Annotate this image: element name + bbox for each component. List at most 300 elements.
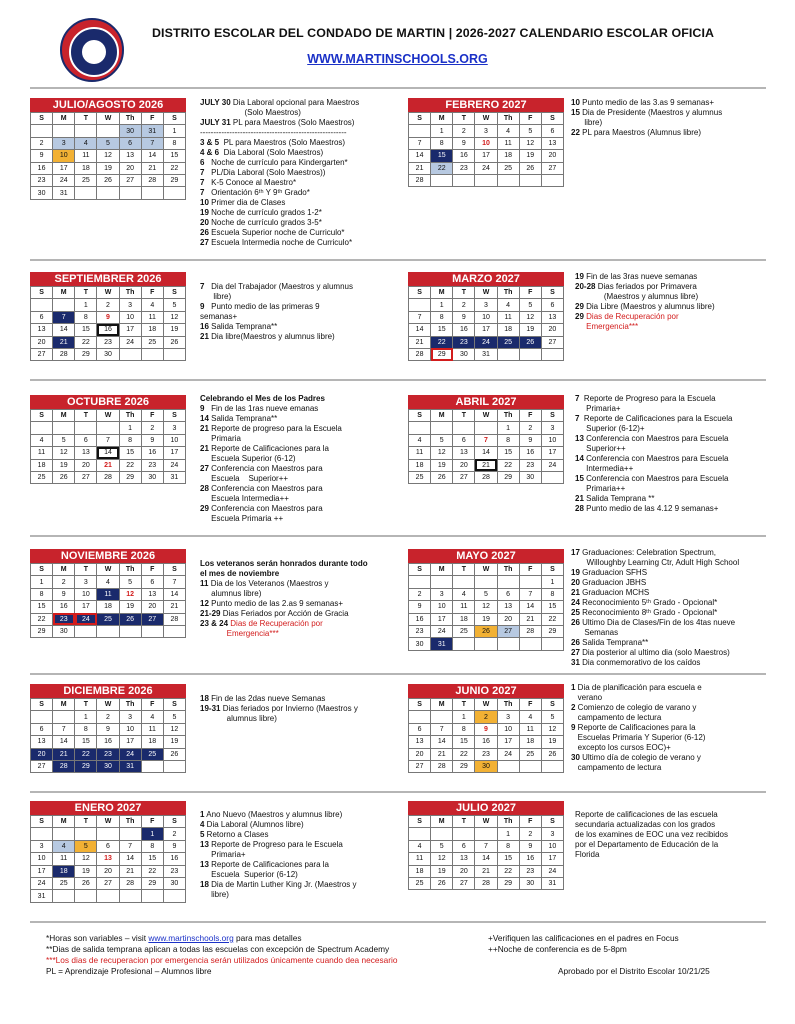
day-cell: 31 — [141, 125, 163, 137]
weekday-header-row — [31, 816, 186, 828]
day-cell: 8 — [75, 311, 97, 323]
day-cell: 3 — [163, 422, 185, 434]
note-line: 18 Fin de las 2das nueve Semanas — [200, 694, 326, 703]
day-cell: 17 — [541, 853, 563, 865]
month-calendar — [30, 395, 186, 484]
day-cell: 9 — [141, 434, 163, 446]
note-line: Escuela Superior++ — [200, 474, 289, 483]
month-grid — [408, 698, 564, 773]
day-cell: 16 — [453, 324, 475, 336]
day-cell: 5 — [163, 711, 185, 723]
day-cell: 13 — [141, 588, 163, 600]
day-cell: 22 — [141, 865, 163, 877]
note-line: 19-31 Dias feriados por Invierno (Maestros y — [200, 704, 358, 713]
day-cell: 6 — [497, 588, 519, 600]
day-cell: 16 — [31, 162, 53, 174]
day-cell: 24 — [475, 162, 497, 174]
day-cell — [141, 348, 163, 360]
day-cell: 24 — [75, 613, 97, 625]
note-line: 11 Dia de los Veteranos (Maestros y — [200, 579, 329, 588]
weekday-label: S — [541, 564, 563, 576]
day-cell: 1 — [497, 422, 519, 434]
week-row — [31, 840, 186, 852]
weekday-label: M — [431, 816, 453, 828]
day-cell: 28 — [409, 174, 431, 186]
day-cell: 5 — [475, 588, 497, 600]
day-cell: 14 — [53, 736, 75, 748]
weekday-label: F — [519, 699, 541, 711]
note-line: 19 Graduacion SFHS — [571, 568, 648, 577]
day-cell: 25 — [497, 336, 519, 348]
day-cell: 26 — [475, 625, 497, 637]
note-line: 18 Dia de Martin Luther King Jr. (Maestros y — [200, 880, 357, 889]
day-cell: 10 — [541, 840, 563, 852]
day-cell: 31 — [163, 471, 185, 483]
day-cell: 7 — [53, 311, 75, 323]
weekday-label: S — [31, 699, 53, 711]
day-cell: 1 — [31, 576, 53, 588]
note-line: 29 Dia Libre (Maestros y alumnus libre) — [575, 302, 715, 311]
weekday-header-row — [409, 287, 564, 299]
day-cell: 29 — [75, 348, 97, 360]
note-line: Superior++ — [575, 444, 626, 453]
day-cell: 11 — [141, 311, 163, 323]
day-cell — [31, 299, 53, 311]
day-cell: 22 — [431, 336, 453, 348]
note-line: 4 Dia Laboral (Alumnos libre) — [200, 820, 304, 829]
week-row — [31, 311, 186, 323]
weekday-label: W — [475, 287, 497, 299]
note-line: Reporte de calificaciones de las escuela — [575, 810, 718, 819]
day-cell: 12 — [163, 723, 185, 735]
day-cell: 22 — [497, 865, 519, 877]
note-line: Florida — [575, 850, 600, 859]
day-cell: 22 — [75, 336, 97, 348]
month-calendar — [30, 549, 186, 638]
weekday-header-row — [31, 564, 186, 576]
month-title: ENERO 2027 — [30, 801, 186, 815]
month-notes — [200, 394, 342, 524]
weekday-label: F — [141, 410, 163, 422]
weekday-label: Th — [497, 699, 519, 711]
day-cell: 20 — [31, 336, 53, 348]
day-cell: 19 — [75, 865, 97, 877]
day-cell: 4 — [75, 137, 97, 149]
day-cell: 2 — [453, 125, 475, 137]
month-grid — [30, 563, 186, 638]
day-cell: 8 — [163, 137, 185, 149]
approval-note: Aprobado por el Distrito Escolar 10/21/25 — [558, 966, 710, 976]
day-cell: 8 — [31, 588, 53, 600]
note-line: 21 Reporte de progreso para la Escuela — [200, 424, 342, 433]
day-cell: 19 — [475, 613, 497, 625]
day-cell: 14 — [163, 588, 185, 600]
weekday-label: M — [431, 699, 453, 711]
day-cell: 27 — [75, 471, 97, 483]
week-row — [409, 840, 564, 852]
note-line: libre) — [200, 292, 232, 301]
month-calendar — [30, 272, 186, 361]
day-cell: 4 — [519, 711, 541, 723]
day-cell: 26 — [119, 613, 141, 625]
weekday-label: S — [409, 113, 431, 125]
month-notes — [575, 810, 728, 860]
weekday-header-row — [31, 113, 186, 125]
day-cell: 30 — [119, 125, 141, 137]
weekday-label: F — [141, 699, 163, 711]
day-cell: 4 — [97, 576, 119, 588]
day-cell: 26 — [163, 748, 185, 760]
day-cell — [163, 890, 185, 902]
day-cell: 24 — [497, 748, 519, 760]
day-cell: 4 — [141, 299, 163, 311]
day-cell: 7 — [163, 576, 185, 588]
day-cell: 27 — [31, 348, 53, 360]
day-cell: 8 — [119, 434, 141, 446]
day-cell — [409, 576, 431, 588]
week-row — [31, 576, 186, 588]
note-line: 1 Dia de planificación para escuela e — [571, 683, 702, 692]
day-cell: 13 — [31, 736, 53, 748]
day-cell: 6 — [541, 299, 563, 311]
divider — [30, 379, 766, 381]
weekday-label: T — [453, 410, 475, 422]
day-cell: 26 — [519, 336, 541, 348]
day-cell — [453, 828, 475, 840]
month-calendar — [408, 684, 564, 773]
footer-conference-note: ++Noche de conferencia es de 5-8pm — [488, 944, 627, 954]
day-cell — [409, 299, 431, 311]
note-line — [200, 272, 353, 282]
month-notes — [571, 683, 705, 773]
week-row — [409, 853, 564, 865]
day-cell: 14 — [475, 853, 497, 865]
note-line: 7 Reporte de Progreso para la Escuela — [575, 394, 716, 403]
day-cell: 12 — [475, 601, 497, 613]
footer-early-release-note: **Dias de salida temprana aplican a todas las escuelas con excepción de Spectrum Academy — [46, 944, 390, 954]
day-cell: 15 — [31, 601, 53, 613]
day-cell: 6 — [97, 840, 119, 852]
day-cell: 17 — [497, 736, 519, 748]
day-cell: 18 — [31, 459, 53, 471]
day-cell — [53, 890, 75, 902]
weekday-label: M — [53, 699, 75, 711]
day-cell: 2 — [141, 422, 163, 434]
day-cell — [541, 638, 563, 650]
note-line: Primaria — [200, 434, 241, 443]
note-line: 21 Graduacion MCHS — [571, 588, 650, 597]
week-row — [409, 877, 564, 889]
day-cell: 8 — [453, 723, 475, 735]
note-line: Emergencia*** — [586, 322, 639, 331]
day-cell: 2 — [31, 137, 53, 149]
month-title: ABRIL 2027 — [408, 395, 564, 409]
week-row — [31, 613, 186, 625]
month-calendar — [408, 801, 564, 890]
day-cell: 1 — [75, 299, 97, 311]
day-cell: 6 — [409, 723, 431, 735]
day-cell: 20 — [75, 459, 97, 471]
day-cell: 7 — [475, 840, 497, 852]
weekday-label: F — [519, 564, 541, 576]
day-cell — [475, 638, 497, 650]
day-cell: 21 — [53, 336, 75, 348]
day-cell: 22 — [541, 613, 563, 625]
weekday-label: S — [163, 564, 185, 576]
day-cell — [75, 125, 97, 137]
month-grid — [408, 112, 564, 187]
day-cell: 14 — [431, 736, 453, 748]
day-cell: 9 — [163, 840, 185, 852]
day-cell: 23 — [453, 162, 475, 174]
month-grid — [30, 286, 186, 361]
day-cell: 27 — [453, 471, 475, 483]
day-cell: 10 — [163, 434, 185, 446]
day-cell: 25 — [409, 471, 431, 483]
note-line: semanas+ — [200, 312, 238, 321]
day-cell: 8 — [431, 311, 453, 323]
note-line: verano — [571, 693, 603, 702]
day-cell: 26 — [431, 471, 453, 483]
day-cell: 24 — [119, 336, 141, 348]
day-cell: 17 — [163, 447, 185, 459]
note-line: 20-28 Dias feriados por Primavera — [575, 282, 697, 291]
note-line: 27 Escuela Intermedia noche de Curriculo* — [200, 238, 353, 247]
weekday-label: M — [431, 410, 453, 422]
day-cell: 21 — [475, 865, 497, 877]
day-cell: 4 — [141, 711, 163, 723]
day-cell: 15 — [497, 447, 519, 459]
footer-website-link[interactable]: www.martinschools.org — [148, 933, 234, 943]
day-cell: 3 — [75, 576, 97, 588]
week-row — [31, 459, 186, 471]
day-cell: 27 — [141, 613, 163, 625]
day-cell — [497, 638, 519, 650]
day-cell — [53, 299, 75, 311]
weekday-label: S — [541, 816, 563, 828]
day-cell: 23 — [97, 336, 119, 348]
day-cell: 29 — [141, 877, 163, 889]
note-line: 28 Punto medio de las 4.12 9 semanas+ — [575, 504, 719, 513]
week-row — [409, 828, 564, 840]
day-cell — [431, 422, 453, 434]
day-cell: 2 — [163, 828, 185, 840]
day-cell: 10 — [431, 601, 453, 613]
note-line: 6 Noche de currículo para Kindergarten* — [200, 158, 348, 167]
day-cell: 11 — [519, 723, 541, 735]
day-cell: 26 — [519, 162, 541, 174]
day-cell — [541, 348, 563, 360]
weekday-label: S — [541, 699, 563, 711]
month-calendar — [408, 395, 564, 484]
day-cell: 15 — [431, 150, 453, 162]
weekday-label: W — [475, 113, 497, 125]
weekday-header-row — [409, 699, 564, 711]
day-cell — [409, 125, 431, 137]
day-cell: 3 — [475, 299, 497, 311]
website-link[interactable]: WWW.MARTINSCHOOLS.ORG — [307, 52, 488, 66]
day-cell — [163, 760, 185, 772]
weekday-label: W — [97, 287, 119, 299]
day-cell: 27 — [119, 174, 141, 186]
day-cell: 28 — [53, 348, 75, 360]
day-cell: 3 — [431, 588, 453, 600]
day-cell: 28 — [163, 613, 185, 625]
month-calendar — [30, 801, 186, 903]
week-row — [409, 588, 564, 600]
day-cell: 18 — [453, 613, 475, 625]
weekday-header-row — [31, 287, 186, 299]
divider — [30, 673, 766, 675]
day-cell — [409, 422, 431, 434]
day-cell: 26 — [53, 471, 75, 483]
day-cell — [141, 890, 163, 902]
day-cell: 22 — [31, 613, 53, 625]
note-line: Escuelas Primaria Y Superior (6-12) — [571, 733, 706, 742]
day-cell: 10 — [497, 723, 519, 735]
day-cell — [75, 625, 97, 637]
week-row — [31, 760, 186, 772]
footer-pl-note: PL = Aprendizaje Profesional – Alumnos libre — [46, 966, 212, 976]
weekday-label: S — [31, 410, 53, 422]
day-cell — [453, 576, 475, 588]
month-title: MARZO 2027 — [408, 272, 564, 286]
weekday-label: W — [97, 699, 119, 711]
month-notes — [571, 98, 722, 138]
day-cell: 5 — [541, 711, 563, 723]
week-row — [31, 890, 186, 902]
day-cell: 21 — [409, 336, 431, 348]
day-cell: 8 — [75, 723, 97, 735]
day-cell: 14 — [53, 324, 75, 336]
weekday-label: Th — [497, 287, 519, 299]
day-cell: 16 — [141, 447, 163, 459]
day-cell: 29 — [541, 625, 563, 637]
day-cell: 11 — [53, 853, 75, 865]
day-cell: 16 — [53, 601, 75, 613]
day-cell: 24 — [163, 459, 185, 471]
note-line: Primaria+ — [575, 404, 621, 413]
day-cell: 26 — [431, 877, 453, 889]
weekday-label: M — [53, 816, 75, 828]
week-row — [409, 311, 564, 323]
day-cell: 15 — [497, 853, 519, 865]
day-cell: 17 — [475, 150, 497, 162]
day-cell: 14 — [409, 324, 431, 336]
day-cell: 16 — [97, 736, 119, 748]
day-cell: 26 — [75, 877, 97, 889]
weekday-header-row — [409, 410, 564, 422]
note-line: 21 Salida Temprana ** — [575, 494, 655, 503]
day-cell: 12 — [53, 447, 75, 459]
weekday-label: T — [75, 699, 97, 711]
footer-grades-note: +Verifiquen las calificaciones en el padres en Focus — [488, 933, 679, 943]
day-cell: 4 — [409, 840, 431, 852]
day-cell: 18 — [409, 459, 431, 471]
day-cell — [75, 828, 97, 840]
day-cell: 5 — [519, 125, 541, 137]
day-cell: 1 — [453, 711, 475, 723]
week-row — [31, 601, 186, 613]
day-cell: 7 — [431, 723, 453, 735]
day-cell: 29 — [163, 174, 185, 186]
day-cell: 23 — [31, 174, 53, 186]
day-cell: 9 — [53, 588, 75, 600]
day-cell: 26 — [97, 174, 119, 186]
day-cell: 7 — [475, 434, 497, 446]
day-cell: 5 — [431, 840, 453, 852]
day-cell: 18 — [519, 736, 541, 748]
day-cell: 27 — [541, 336, 563, 348]
day-cell — [53, 711, 75, 723]
weekday-label: T — [75, 816, 97, 828]
week-row — [31, 723, 186, 735]
day-cell: 30 — [519, 471, 541, 483]
day-cell: 24 — [31, 877, 53, 889]
day-cell: 5 — [519, 299, 541, 311]
footer-hours-note: *Horas son variables – visit www.martinschools.org para mas detalles — [46, 933, 302, 943]
day-cell: 12 — [431, 447, 453, 459]
weekday-label: M — [53, 113, 75, 125]
month-notes — [575, 272, 715, 332]
day-cell: 19 — [163, 736, 185, 748]
note-line: alumnus libre) — [200, 714, 277, 723]
weekday-label: Th — [119, 287, 141, 299]
note-line: 25 Reconocimiento 8ᵗʰ Grado - Opcional* — [571, 608, 718, 617]
note-line: 15 Conferencia con Maestros para Escuela — [575, 474, 729, 483]
day-cell — [497, 348, 519, 360]
day-cell: 18 — [75, 162, 97, 174]
weekday-label: T — [75, 564, 97, 576]
day-cell: 11 — [97, 588, 119, 600]
day-cell: 13 — [75, 447, 97, 459]
week-row — [31, 434, 186, 446]
note-line: secundaria actualizadas con los grados — [575, 820, 716, 829]
day-cell: 12 — [541, 723, 563, 735]
day-cell — [141, 625, 163, 637]
day-cell: 30 — [163, 877, 185, 889]
note-line: 28 Conferencia con Maestros para — [200, 484, 323, 493]
day-cell — [97, 828, 119, 840]
week-row — [409, 174, 564, 186]
day-cell: 25 — [97, 613, 119, 625]
day-cell: 19 — [431, 459, 453, 471]
day-cell: 1 — [75, 711, 97, 723]
day-cell: 2 — [53, 576, 75, 588]
day-cell — [75, 422, 97, 434]
day-cell: 24 — [475, 336, 497, 348]
day-cell: 9 — [31, 150, 53, 162]
week-row — [31, 877, 186, 889]
week-row — [409, 150, 564, 162]
day-cell — [519, 348, 541, 360]
day-cell: 18 — [497, 324, 519, 336]
note-line: 13 Reporte de Progreso para le Escuela — [200, 840, 343, 849]
week-row — [31, 422, 186, 434]
weekday-label: M — [53, 564, 75, 576]
weekday-label: W — [97, 410, 119, 422]
note-line: 7 K-5 Conoce al Maestro* — [200, 178, 297, 187]
note-line: Primaria+ — [200, 850, 246, 859]
day-cell: 13 — [409, 736, 431, 748]
weekday-label: S — [541, 113, 563, 125]
day-cell: 6 — [31, 723, 53, 735]
day-cell — [97, 422, 119, 434]
day-cell: 2 — [519, 422, 541, 434]
day-cell: 23 — [519, 459, 541, 471]
day-cell: 11 — [75, 150, 97, 162]
day-cell: 14 — [519, 601, 541, 613]
